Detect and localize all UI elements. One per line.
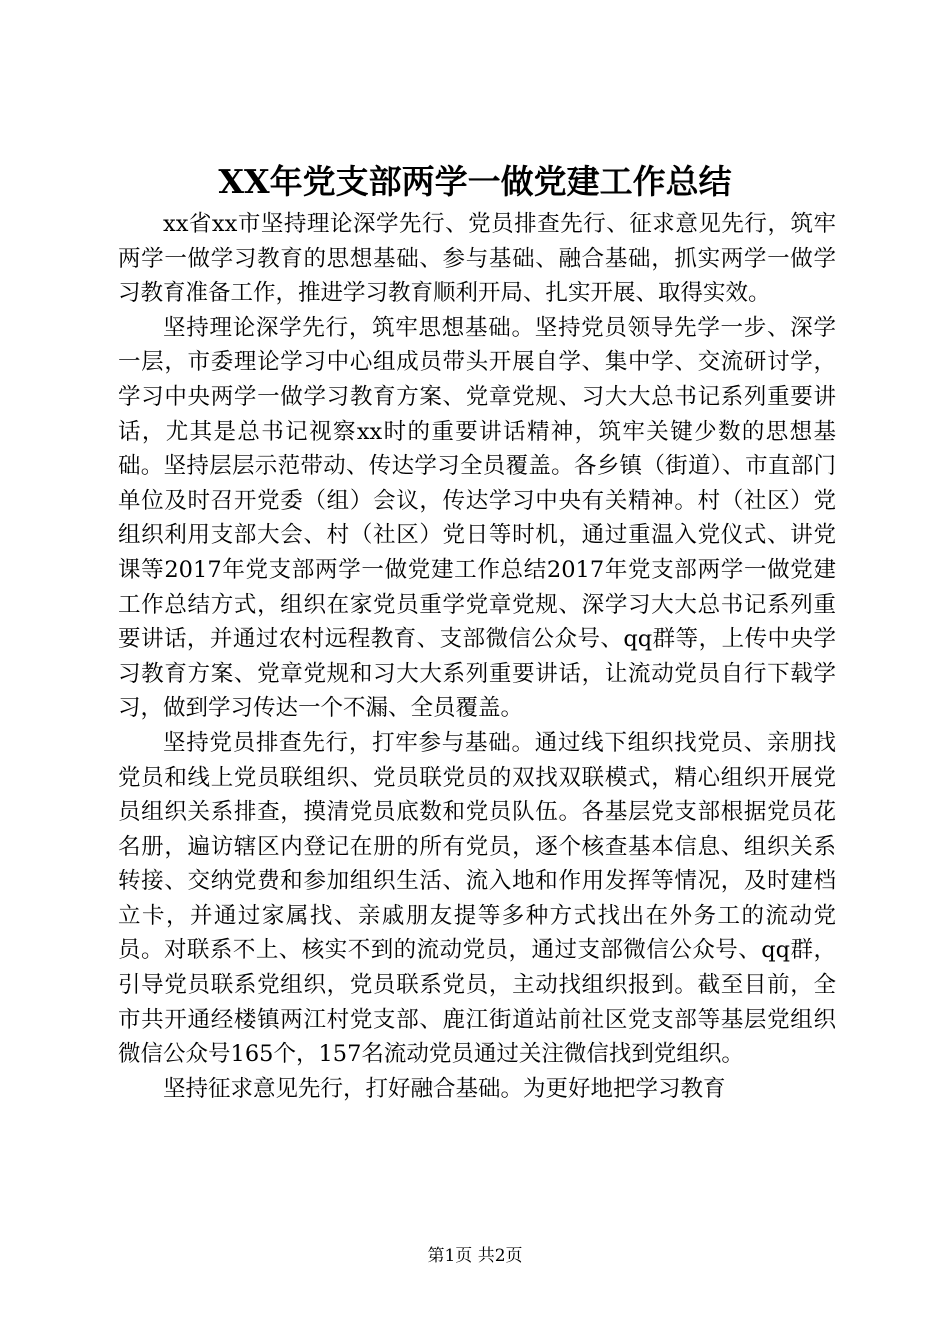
paragraph-theory-study: 坚持理论深学先行，筑牢思想基础。坚持党员领导先学一步、深学一层，市委理论学习中心组成员带头开展自学、集中学、交流研讨学，学习中央两学一做学习教育方案、党章党规、习大大总书记系列重要讲话，尤其是总书记视察xx时的重要讲话精神，筑牢关键少数的思想基础。坚持层层示范带动、传达学习全员覆盖。各乡镇（街道）、市直部门单位及时召开党委（组）会议，传达学习中央有关精神。村（社区）党组织利用支部大会、村（社区）党日等时机，通过重温入党仪式、讲党课等2017年党支部两学一做党建工作总结2017年党支部两学一做党建工作总结方式，组织在家党员重学党章党规、深学习大大总书记系列重要讲话，并通过农村远程教育、支部微信公众号、qq群等，上传中央学习教育方案、党章党规和习大大系列重要讲话，让流动党员自行下载学习，做到学习传达一个不漏、全员覆盖。 xyxy=(118,314,836,722)
document-title: XX年党支部两学一做党建工作总结 xyxy=(218,162,732,201)
document-body xyxy=(118,207,836,1106)
page-footer: 第1页 共2页 xyxy=(427,1246,523,1266)
paragraph-member-check: 坚持党员排查先行，打牢参与基础。通过线下组织找党员、亲朋找党员和线上党员联组织、党员联党员的双找双联模式，精心组织开展党员组织关系排查，摸清党员底数和党员队伍。各基层党支部根据党员花名册，遍访辖区内登记在册的所有党员，逐个核查基本信息、组织关系转接、交纳党费和参加组织生活、流入地和作用发挥等情况，及时建档立卡，并通过家属找、亲戚朋友提等多种方式找出在外务工的流动党员。对联系不上、核实不到的流动党员，通过支部微信公众号、qq群，引导党员联系党组织，党员联系党员，主动找组织报到。截至目前，全市共开通经楼镇两江村党支部、鹿江街道站前社区党支部等基层党组织微信公众号165个，157名流动党员通过关注微信找到党组织。 xyxy=(118,729,836,1068)
paragraph-opinion-solicit: 坚持征求意见先行，打好融合基础。为更好地把学习教育 xyxy=(163,1075,726,1102)
paragraph-intro: xx省xx市坚持理论深学先行、党员排查先行、征求意见先行，筑牢两学一做学习教育的思想基础、参与基础、融合基础，抓实两学一做学习教育准备工作，推进学习教育顺利开局、扎实开展、取得实效。 xyxy=(118,211,836,307)
